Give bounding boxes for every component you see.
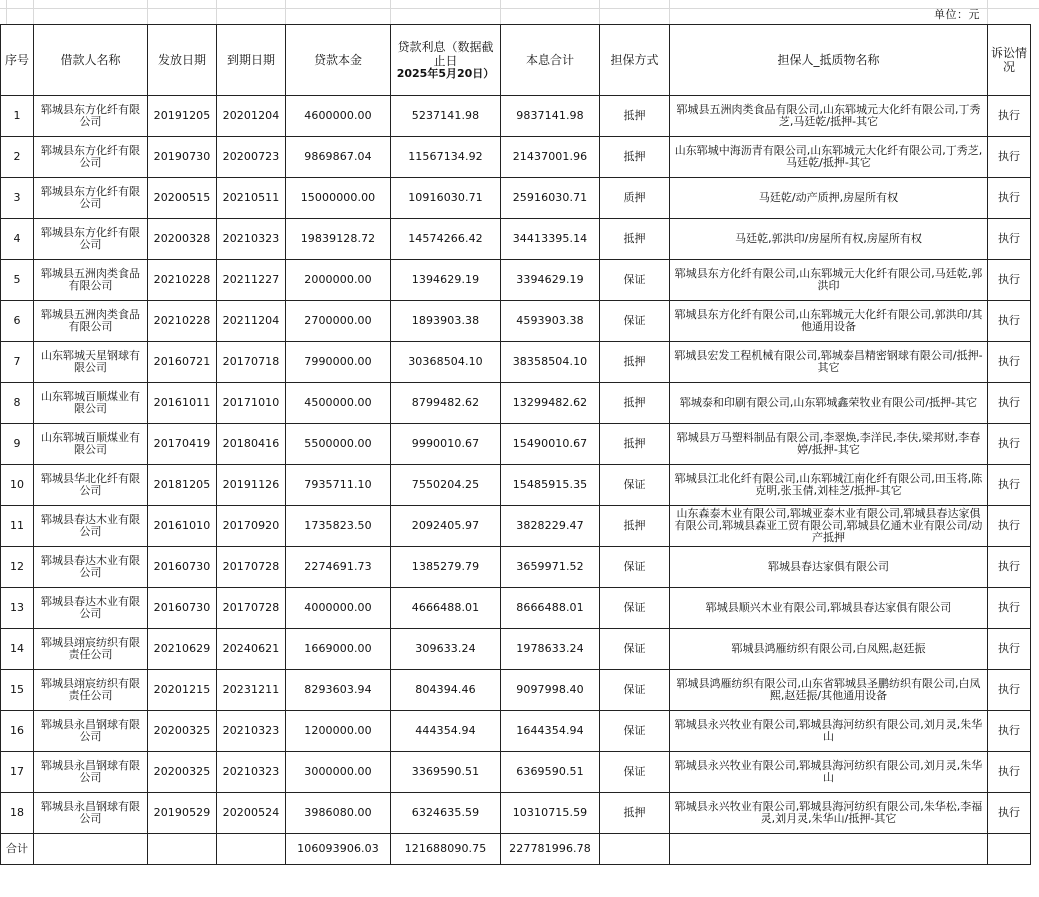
cell-litigation: 执行 xyxy=(988,629,1031,670)
cell-borrower: 郓城县春达木业有限公司 xyxy=(34,506,148,547)
cell-seq: 5 xyxy=(1,260,34,301)
cell-total: 9097998.40 xyxy=(501,670,600,711)
cell-guarantor: 郓城县东方化纤有限公司,山东郓城元大化纤有限公司,马廷乾,郭洪印 xyxy=(670,260,988,301)
cell-total: 4593903.38 xyxy=(501,301,600,342)
cell-interest: 444354.94 xyxy=(391,711,501,752)
cell-guarantor: 郓城县万马塑料制品有限公司,李翠焕,李洋民,李伕,梁邦财,李春婷/抵押-其它 xyxy=(670,424,988,465)
header-guarantor: 担保人_抵质物名称 xyxy=(670,25,988,96)
cell-principal: 5500000.00 xyxy=(286,424,391,465)
cell-borrower: 郓城县东方化纤有限公司 xyxy=(34,219,148,260)
cell-seq: 3 xyxy=(1,178,34,219)
cell-borrower: 郓城县永昌钢球有限公司 xyxy=(34,711,148,752)
cell-guarantee-type: 保证 xyxy=(600,711,670,752)
cell-total: 13299482.62 xyxy=(501,383,600,424)
cell-principal: 9869867.04 xyxy=(286,137,391,178)
cell-principal: 4000000.00 xyxy=(286,588,391,629)
header-due-date: 到期日期 xyxy=(217,25,286,96)
cell-guarantee-type: 抵押 xyxy=(600,506,670,547)
cell-guarantor: 郓城县鸿雁纺织有限公司,山东省郓城县圣鹏纺织有限公司,白凤熙,赵廷振/其他通用设备 xyxy=(670,670,988,711)
total-empty xyxy=(600,834,670,865)
cell-litigation: 执行 xyxy=(988,670,1031,711)
cell-guarantor: 郓城县东方化纤有限公司,山东郓城元大化纤有限公司,郭洪印/其他通用设备 xyxy=(670,301,988,342)
cell-due-date: 20191126 xyxy=(217,465,286,506)
table-row xyxy=(1,506,1031,547)
cell-issue-date: 20190730 xyxy=(148,137,217,178)
cell-issue-date: 20210629 xyxy=(148,629,217,670)
cell-borrower: 郓城县华北化纤有限公司 xyxy=(34,465,148,506)
cell-seq: 11 xyxy=(1,506,34,547)
cell-guarantor: 郓城县顺兴木业有限公司,郓城县春达家俱有限公司 xyxy=(670,588,988,629)
cell-due-date: 20180416 xyxy=(217,424,286,465)
cell-principal: 2274691.73 xyxy=(286,547,391,588)
cell-due-date: 20171010 xyxy=(217,383,286,424)
cell-borrower: 郓城县春达木业有限公司 xyxy=(34,588,148,629)
header-guarantee-type: 担保方式 xyxy=(600,25,670,96)
cell-due-date: 20211204 xyxy=(217,301,286,342)
cell-due-date: 20210323 xyxy=(217,219,286,260)
table-row xyxy=(1,383,1031,424)
cell-borrower: 郓城县东方化纤有限公司 xyxy=(34,137,148,178)
cell-guarantor: 郓城县宏发工程机械有限公司,郓城泰昌精密钢球有限公司/抵押-其它 xyxy=(670,342,988,383)
cell-interest: 5237141.98 xyxy=(391,96,501,137)
cell-due-date: 20240621 xyxy=(217,629,286,670)
cell-litigation: 执行 xyxy=(988,711,1031,752)
cell-principal: 4500000.00 xyxy=(286,383,391,424)
cell-borrower: 郓城县翊宸纺织有限责任公司 xyxy=(34,670,148,711)
cell-total: 10310715.59 xyxy=(501,793,600,834)
cell-guarantee-type: 保证 xyxy=(600,629,670,670)
cell-total: 21437001.96 xyxy=(501,137,600,178)
cell-principal: 15000000.00 xyxy=(286,178,391,219)
cell-interest: 6324635.59 xyxy=(391,793,501,834)
table-row xyxy=(1,547,1031,588)
total-empty xyxy=(217,834,286,865)
cell-total: 25916030.71 xyxy=(501,178,600,219)
total-empty xyxy=(34,834,148,865)
cell-seq: 10 xyxy=(1,465,34,506)
cell-due-date: 20210511 xyxy=(217,178,286,219)
cell-issue-date: 20160730 xyxy=(148,588,217,629)
cell-issue-date: 20181205 xyxy=(148,465,217,506)
cell-interest: 804394.46 xyxy=(391,670,501,711)
cell-guarantee-type: 保证 xyxy=(600,752,670,793)
cell-guarantee-type: 保证 xyxy=(600,301,670,342)
header-row xyxy=(1,25,1031,96)
cell-issue-date: 20210228 xyxy=(148,260,217,301)
cell-borrower: 郓城县永昌钢球有限公司 xyxy=(34,793,148,834)
table-row xyxy=(1,301,1031,342)
cell-litigation: 执行 xyxy=(988,301,1031,342)
cell-principal: 2000000.00 xyxy=(286,260,391,301)
cell-guarantee-type: 保证 xyxy=(600,465,670,506)
cell-total: 3828229.47 xyxy=(501,506,600,547)
cell-total: 9837141.98 xyxy=(501,96,600,137)
cell-total: 1978633.24 xyxy=(501,629,600,670)
cell-principal: 19839128.72 xyxy=(286,219,391,260)
cell-seq: 16 xyxy=(1,711,34,752)
cell-principal: 1669000.00 xyxy=(286,629,391,670)
cell-guarantor: 山东郓城中海沥青有限公司,山东郓城元大化纤有限公司,丁秀芝,马廷乾/抵押-其它 xyxy=(670,137,988,178)
cell-total: 1644354.94 xyxy=(501,711,600,752)
cell-guarantor: 郓城县永兴牧业有限公司,郓城县海河纺织有限公司,朱华松,李福灵,刘月灵,朱华山/抵押-其它 xyxy=(670,793,988,834)
cell-litigation: 执行 xyxy=(988,96,1031,137)
cell-guarantee-type: 抵押 xyxy=(600,219,670,260)
cell-issue-date: 20201215 xyxy=(148,670,217,711)
cell-interest: 7550204.25 xyxy=(391,465,501,506)
table-row xyxy=(1,670,1031,711)
cell-interest: 309633.24 xyxy=(391,629,501,670)
cell-guarantor: 郓城县永兴牧业有限公司,郓城县海河纺织有限公司,刘月灵,朱华山 xyxy=(670,711,988,752)
total-empty xyxy=(670,834,988,865)
cell-seq: 1 xyxy=(1,96,34,137)
cell-interest: 3369590.51 xyxy=(391,752,501,793)
cell-guarantee-type: 抵押 xyxy=(600,424,670,465)
cell-borrower: 郓城县五洲肉类食品有限公司 xyxy=(34,260,148,301)
cell-interest: 8799482.62 xyxy=(391,383,501,424)
cell-total: 8666488.01 xyxy=(501,588,600,629)
cell-due-date: 20170728 xyxy=(217,547,286,588)
cell-borrower: 郓城县永昌钢球有限公司 xyxy=(34,752,148,793)
header-interest-line1: 贷款利息（数据截止日 xyxy=(397,40,494,68)
cell-principal: 8293603.94 xyxy=(286,670,391,711)
cell-litigation: 执行 xyxy=(988,793,1031,834)
cell-due-date: 20211227 xyxy=(217,260,286,301)
cell-issue-date: 20210228 xyxy=(148,301,217,342)
cell-issue-date: 20161010 xyxy=(148,506,217,547)
cell-guarantee-type: 抵押 xyxy=(600,137,670,178)
cell-total: 15490010.67 xyxy=(501,424,600,465)
table-row xyxy=(1,178,1031,219)
cell-litigation: 执行 xyxy=(988,383,1031,424)
cell-interest: 1385279.79 xyxy=(391,547,501,588)
cell-principal: 4600000.00 xyxy=(286,96,391,137)
cell-guarantor: 郓城县永兴牧业有限公司,郓城县海河纺织有限公司,刘月灵,朱华山 xyxy=(670,752,988,793)
cell-principal: 1735823.50 xyxy=(286,506,391,547)
table-row xyxy=(1,588,1031,629)
total-principal: 106093906.03 xyxy=(286,834,391,865)
cell-guarantor: 郓城县鸿雁纺织有限公司,白凤熙,赵廷振 xyxy=(670,629,988,670)
cell-guarantee-type: 质押 xyxy=(600,178,670,219)
cell-issue-date: 20200515 xyxy=(148,178,217,219)
cell-borrower: 郓城县翊宸纺织有限责任公司 xyxy=(34,629,148,670)
cell-due-date: 20170718 xyxy=(217,342,286,383)
header-interest xyxy=(391,25,501,96)
cell-due-date: 20170920 xyxy=(217,506,286,547)
table-row xyxy=(1,137,1031,178)
cell-guarantee-type: 保证 xyxy=(600,260,670,301)
table-row xyxy=(1,342,1031,383)
cell-seq: 2 xyxy=(1,137,34,178)
cell-seq: 13 xyxy=(1,588,34,629)
total-empty xyxy=(148,834,217,865)
table-row xyxy=(1,424,1031,465)
cell-interest: 30368504.10 xyxy=(391,342,501,383)
cell-litigation: 执行 xyxy=(988,260,1031,301)
table-row xyxy=(1,793,1031,834)
cell-principal: 7935711.10 xyxy=(286,465,391,506)
cell-seq: 6 xyxy=(1,301,34,342)
cell-issue-date: 20200328 xyxy=(148,219,217,260)
cell-issue-date: 20160730 xyxy=(148,547,217,588)
cell-borrower: 山东郓城百顺煤业有限公司 xyxy=(34,424,148,465)
cell-interest: 9990010.67 xyxy=(391,424,501,465)
cell-litigation: 执行 xyxy=(988,137,1031,178)
cell-issue-date: 20200325 xyxy=(148,711,217,752)
cell-seq: 14 xyxy=(1,629,34,670)
cell-guarantor: 郓城县江北化纤有限公司,山东郓城江南化纤有限公司,田玉将,陈克明,张玉倩,刘桂芝/抵押-其它 xyxy=(670,465,988,506)
header-issue-date: 发放日期 xyxy=(148,25,217,96)
cell-guarantee-type: 保证 xyxy=(600,547,670,588)
cell-guarantee-type: 抵押 xyxy=(600,383,670,424)
cell-guarantee-type: 抵押 xyxy=(600,96,670,137)
cell-total: 15485915.35 xyxy=(501,465,600,506)
cell-seq: 4 xyxy=(1,219,34,260)
table-row xyxy=(1,711,1031,752)
cell-litigation: 执行 xyxy=(988,465,1031,506)
cell-borrower: 郓城县五洲肉类食品有限公司 xyxy=(34,301,148,342)
cell-interest: 4666488.01 xyxy=(391,588,501,629)
cell-due-date: 20210323 xyxy=(217,711,286,752)
header-principal: 贷款本金 xyxy=(286,25,391,96)
cell-guarantee-type: 抵押 xyxy=(600,342,670,383)
cell-issue-date: 20190529 xyxy=(148,793,217,834)
cell-total: 6369590.51 xyxy=(501,752,600,793)
cell-litigation: 执行 xyxy=(988,752,1031,793)
cell-principal: 7990000.00 xyxy=(286,342,391,383)
cell-guarantee-type: 保证 xyxy=(600,670,670,711)
header-interest-line2: 2025年5月20日） xyxy=(396,67,495,80)
cell-guarantee-type: 抵押 xyxy=(600,793,670,834)
table-row xyxy=(1,752,1031,793)
cell-seq: 18 xyxy=(1,793,34,834)
cell-issue-date: 20161011 xyxy=(148,383,217,424)
cell-litigation: 执行 xyxy=(988,424,1031,465)
table-row xyxy=(1,629,1031,670)
cell-interest: 1893903.38 xyxy=(391,301,501,342)
cell-guarantee-type: 保证 xyxy=(600,588,670,629)
total-interest: 121688090.75 xyxy=(391,834,501,865)
cell-borrower: 山东郓城天星钢球有限公司 xyxy=(34,342,148,383)
cell-borrower: 郓城县东方化纤有限公司 xyxy=(34,178,148,219)
cell-interest: 1394629.19 xyxy=(391,260,501,301)
cell-seq: 7 xyxy=(1,342,34,383)
cell-guarantor: 郓城泰和印刷有限公司,山东郓城鑫荣牧业有限公司/抵押-其它 xyxy=(670,383,988,424)
cell-total: 38358504.10 xyxy=(501,342,600,383)
cell-principal: 3986080.00 xyxy=(286,793,391,834)
cell-guarantor: 郓城县五洲肉类食品有限公司,山东郓城元大化纤有限公司,丁秀芝,马廷乾/抵押-其它 xyxy=(670,96,988,137)
table-row xyxy=(1,465,1031,506)
cell-due-date: 20170728 xyxy=(217,588,286,629)
cell-principal: 1200000.00 xyxy=(286,711,391,752)
cell-guarantor: 山东森泰木业有限公司,郓城亚泰木业有限公司,郓城县春达家俱有限公司,郓城县森亚工贸有限公司,郓城县亿通木业有限公司/动产抵押 xyxy=(670,506,988,547)
cell-interest: 2092405.97 xyxy=(391,506,501,547)
cell-due-date: 20210323 xyxy=(217,752,286,793)
cell-guarantor: 郓城县春达家俱有限公司 xyxy=(670,547,988,588)
total-row xyxy=(1,834,1031,865)
cell-borrower: 山东郓城百顺煤业有限公司 xyxy=(34,383,148,424)
cell-seq: 15 xyxy=(1,670,34,711)
cell-due-date: 20231211 xyxy=(217,670,286,711)
table-row xyxy=(1,260,1031,301)
cell-issue-date: 20200325 xyxy=(148,752,217,793)
cell-due-date: 20200524 xyxy=(217,793,286,834)
cell-seq: 17 xyxy=(1,752,34,793)
cell-interest: 14574266.42 xyxy=(391,219,501,260)
cell-litigation: 执行 xyxy=(988,178,1031,219)
cell-guarantor: 马廷乾,郭洪印/房屋所有权,房屋所有权 xyxy=(670,219,988,260)
cell-seq: 9 xyxy=(1,424,34,465)
header-borrower: 借款人名称 xyxy=(34,25,148,96)
cell-seq: 12 xyxy=(1,547,34,588)
cell-total: 3659971.52 xyxy=(501,547,600,588)
cell-litigation: 执行 xyxy=(988,506,1031,547)
header-seq: 序号 xyxy=(1,25,34,96)
total-empty xyxy=(988,834,1031,865)
cell-total: 3394629.19 xyxy=(501,260,600,301)
total-sum: 227781996.78 xyxy=(501,834,600,865)
cell-borrower: 郓城县春达木业有限公司 xyxy=(34,547,148,588)
cell-interest: 11567134.92 xyxy=(391,137,501,178)
header-total: 本息合计 xyxy=(501,25,600,96)
table-row xyxy=(1,96,1031,137)
cell-due-date: 20201204 xyxy=(217,96,286,137)
cell-litigation: 执行 xyxy=(988,588,1031,629)
cell-issue-date: 20191205 xyxy=(148,96,217,137)
cell-guarantor: 马廷乾/动产质押,房屋所有权 xyxy=(670,178,988,219)
cell-principal: 2700000.00 xyxy=(286,301,391,342)
cell-borrower: 郓城县东方化纤有限公司 xyxy=(34,96,148,137)
cell-total: 34413395.14 xyxy=(501,219,600,260)
cell-litigation: 执行 xyxy=(988,342,1031,383)
loan-table xyxy=(0,24,1031,865)
cell-interest: 10916030.71 xyxy=(391,178,501,219)
cell-litigation: 执行 xyxy=(988,219,1031,260)
cell-principal: 3000000.00 xyxy=(286,752,391,793)
cell-litigation: 执行 xyxy=(988,547,1031,588)
cell-issue-date: 20170419 xyxy=(148,424,217,465)
cell-issue-date: 20160721 xyxy=(148,342,217,383)
cell-due-date: 20200723 xyxy=(217,137,286,178)
total-label: 合计 xyxy=(1,834,34,865)
sheet-top-gridlines xyxy=(0,0,1039,24)
cell-seq: 8 xyxy=(1,383,34,424)
unit-label: 单位：元 xyxy=(934,8,980,21)
header-litigation: 诉讼情况 xyxy=(988,25,1031,96)
table-row xyxy=(1,219,1031,260)
